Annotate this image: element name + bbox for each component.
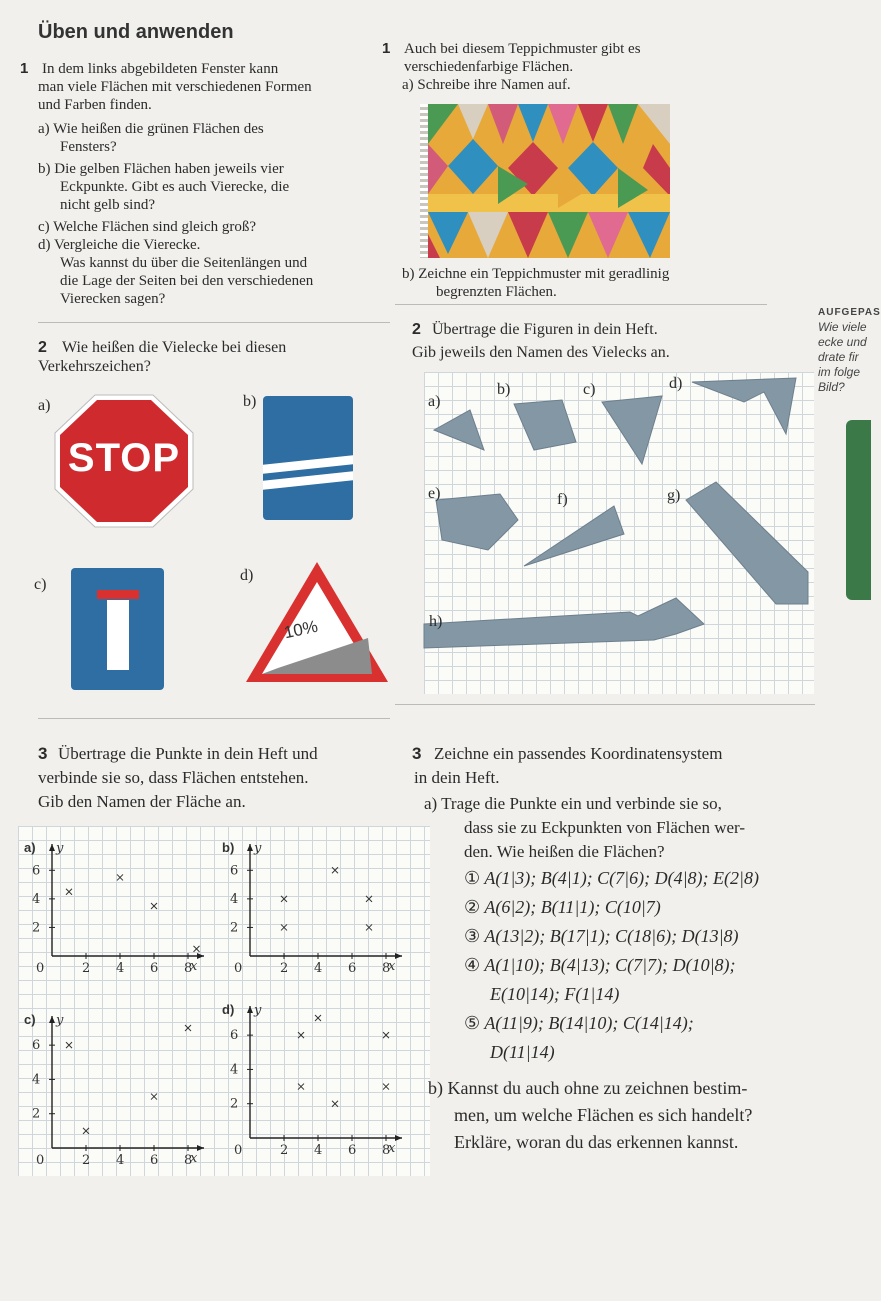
x-tick-label: 6 [348, 961, 357, 976]
plot-label: b) [222, 840, 235, 855]
sign-label-d: d) [240, 567, 254, 584]
x-tick-label: 4 [116, 961, 125, 976]
sidebar-line: Bild? [818, 380, 845, 394]
point-set-3: ③ A(13|2); B(17|1); C(18|6); D(13|8) [464, 926, 739, 946]
plot-a [22, 838, 212, 978]
dead-end-bar [97, 590, 139, 599]
x-tick-label: 2 [82, 1153, 91, 1168]
plot-d [220, 1000, 410, 1160]
intro-line: verschiedenfarbige Flächen. [404, 59, 574, 75]
x-tick-label: 4 [116, 1153, 125, 1168]
y-axis-arrow [49, 844, 55, 851]
task-c: c) Welche Flächen sind gleich groß? [38, 219, 257, 235]
task-a: Fensters? [60, 139, 117, 155]
task-b: Eckpunkte. Gibt es auch Vierecke, die [60, 179, 290, 195]
task-d: d) Vergleiche die Vierecke. [38, 237, 201, 253]
exercise-number: 2 [412, 321, 421, 338]
exercise-1-left [20, 60, 398, 308]
divider [38, 322, 390, 323]
sidebar-green-tab [846, 420, 871, 600]
y-tick-label: 2 [32, 1106, 41, 1122]
figure-d [692, 378, 796, 434]
plot-label: d) [222, 1002, 235, 1017]
y-axis-label: y [56, 1013, 64, 1028]
exercise-2-right [412, 320, 812, 362]
figures-grid [424, 372, 814, 694]
exercise-3-left [38, 744, 408, 812]
exercise-number: 1 [20, 60, 29, 77]
x-tick-label: 6 [150, 1153, 159, 1168]
y-tick-label: 6 [230, 1028, 239, 1044]
exercise-number: 1 [382, 40, 391, 57]
coordinate-plot-svg [220, 838, 410, 978]
point-set-4-cont: E(10|14); F(1|14) [490, 984, 620, 1004]
x-tick-label: 2 [82, 961, 91, 976]
task-b: b) Kannst du auch ohne zu zeichnen bestim- [428, 1078, 748, 1098]
point-set-2: ② A(6|2); B(11|1); C(10|7) [464, 897, 661, 917]
x-tick-label: 0 [234, 1143, 243, 1158]
task-text: Gib jeweils den Namen des Vielecks an. [412, 344, 670, 361]
x-axis-arrow [395, 953, 402, 959]
task-text: in dein Heft. [414, 768, 500, 787]
polygon-figures [424, 372, 814, 694]
y-tick-label: 6 [32, 863, 41, 879]
sidebar-line: drate fir [818, 350, 859, 364]
carpet-pattern-image [428, 104, 670, 258]
exercise-3-right [412, 744, 852, 1156]
task-b: nicht gelb sind? [60, 197, 155, 213]
x-axis-arrow [395, 1135, 402, 1141]
lane-stripe [263, 471, 353, 489]
task-text: Zeichne ein passendes Koordinatensystem [434, 744, 723, 763]
sign-label-c: c) [34, 576, 47, 593]
intro-line: man viele Flächen mit verschiedenen Formen [38, 79, 312, 95]
x-tick-label: 0 [36, 1153, 45, 1168]
stop-sign [54, 394, 194, 528]
intro-line: Auch bei diesem Teppichmuster gibt es [404, 41, 641, 57]
y-tick-label: 4 [230, 891, 239, 907]
y-tick-label: 2 [230, 920, 239, 936]
figure-c [602, 396, 662, 464]
x-axis-label: x [388, 1141, 396, 1156]
x-tick-label: 2 [280, 961, 289, 976]
figure-label-h: h) [429, 613, 443, 630]
figure-label-c: c) [583, 381, 596, 398]
x-tick-label: 6 [348, 1143, 357, 1158]
figure-h [424, 598, 704, 648]
figure-label-g: g) [667, 487, 681, 504]
exercise-1-right [382, 40, 762, 94]
plot-label: c) [24, 1012, 36, 1027]
coordinate-plot-svg [22, 838, 212, 978]
y-tick-label: 2 [32, 920, 41, 936]
dead-end-road [107, 600, 129, 670]
task-a: den. Wie heißen die Flächen? [464, 842, 665, 861]
y-axis-arrow [247, 844, 253, 851]
task-b: b) Die gelben Flächen haben jeweils vier [38, 161, 284, 177]
exercise-1-right-b [402, 265, 782, 301]
task-text: verbinde sie so, dass Flächen entstehen. [38, 768, 309, 787]
task-a: a) Schreibe ihre Namen auf. [402, 77, 571, 93]
figure-label-e: e) [428, 485, 441, 502]
point-set-1: ① A(1|3); B(4|1); C(7|6); D(4|8); E(2|8) [464, 868, 759, 888]
stop-text: STOP [67, 436, 181, 480]
task-b: Erkläre, woran du das erkennen kannst. [454, 1132, 739, 1152]
figure-a [434, 410, 484, 450]
task-d: Was kannst du über die Seitenlängen und [60, 255, 308, 271]
x-axis-arrow [197, 953, 204, 959]
y-tick-label: 6 [230, 863, 239, 879]
lane-ending-sign [263, 396, 353, 520]
task-text: Gib den Namen der Fläche an. [38, 792, 246, 811]
task-a: a) Trage die Punkte ein und verbinde sie so, [424, 794, 722, 813]
gradient-text: 10% [282, 616, 320, 643]
sign-label-b: b) [243, 393, 257, 410]
x-tick-label: 4 [314, 1143, 323, 1158]
x-tick-label: 0 [234, 961, 243, 976]
task-text: Wie heißen die Vielecke bei diesen [62, 339, 287, 356]
x-tick-label: 8 [382, 1143, 391, 1158]
y-tick-label: 2 [230, 1096, 239, 1112]
y-tick-label: 4 [32, 1072, 41, 1088]
task-d: Vierecken sagen? [60, 291, 166, 307]
x-axis-label: x [190, 1151, 198, 1166]
figure-e [436, 494, 518, 550]
task-text: Übertrage die Figuren in dein Heft. [432, 321, 658, 338]
plot-b [220, 838, 410, 978]
sign-label-a: a) [38, 397, 51, 414]
task-text: Verkehrszeichen? [38, 358, 151, 375]
lane-stripe [263, 455, 353, 473]
task-d: die Lage der Seiten bei den verschiedenen [60, 273, 314, 289]
coordinate-plot-svg [220, 1000, 410, 1160]
y-axis-arrow [49, 1016, 55, 1023]
figure-label-a: a) [428, 393, 441, 410]
point-set-5-cont: D(11|14) [490, 1042, 555, 1062]
figure-g [686, 482, 808, 604]
x-tick-label: 0 [36, 961, 45, 976]
y-tick-label: 4 [32, 891, 41, 907]
y-axis-label: y [56, 841, 64, 856]
y-tick-label: 6 [32, 1038, 41, 1054]
sidebar-line: ecke und [818, 335, 867, 349]
x-tick-label: 6 [150, 961, 159, 976]
intro-line: In dem links abgebildeten Fenster kann [42, 61, 279, 77]
exercise-2-left [38, 338, 398, 376]
figure-f [524, 506, 624, 566]
figure-label-b: b) [497, 381, 511, 398]
sidebar-line: im folge [818, 365, 861, 379]
x-tick-label: 8 [184, 1153, 193, 1168]
page-heading: Üben und anwenden [38, 21, 234, 43]
exercise-number: 3 [412, 744, 422, 763]
y-axis-arrow [247, 1006, 253, 1013]
exercise-number: 3 [38, 744, 48, 763]
carpet-pattern-svg [428, 104, 670, 258]
y-axis-label: y [254, 841, 262, 856]
gradient-warning-sign [244, 560, 390, 684]
plot-c [22, 1010, 212, 1170]
x-tick-label: 2 [280, 1143, 289, 1158]
divider [395, 304, 767, 305]
dead-end-sign [71, 568, 164, 690]
sidebar-line: Wie viele [818, 320, 867, 334]
task-a: dass sie zu Eckpunkten von Flächen wer- [464, 818, 746, 837]
figure-label-f: f) [557, 491, 568, 508]
figure-label-d: d) [669, 375, 683, 392]
x-tick-label: 4 [314, 961, 323, 976]
task-text: Übertrage die Punkte in dein Heft und [58, 744, 318, 763]
y-tick-label: 4 [230, 1062, 239, 1078]
x-axis-arrow [197, 1145, 204, 1151]
sidebar-title: AUFGEPAS [818, 307, 881, 318]
figure-b [514, 400, 576, 450]
exercise-number: 2 [38, 339, 47, 356]
point-set-4: ④ A(1|10); B(4|13); C(7|7); D(10|8); [464, 955, 736, 975]
task-b: begrenzten Flächen. [436, 284, 557, 300]
coordinate-plot-svg [22, 1010, 212, 1170]
x-axis-label: x [190, 959, 198, 974]
task-b: men, um welche Flächen es sich handelt? [454, 1105, 753, 1125]
task-b: b) Zeichne ein Teppichmuster mit geradlinig [402, 266, 670, 282]
divider [395, 704, 815, 705]
intro-line: und Farben finden. [38, 97, 152, 113]
x-tick-label: 8 [184, 961, 193, 976]
plot-label: a) [24, 840, 36, 855]
point-set-5: ⑤ A(11|9); B(14|10); C(14|14); [464, 1013, 694, 1033]
x-axis-label: x [388, 959, 396, 974]
divider [38, 718, 390, 719]
y-axis-label: y [254, 1003, 262, 1018]
x-tick-label: 8 [382, 961, 391, 976]
carpet-fringe [420, 104, 428, 258]
sidebar-note [818, 305, 881, 395]
task-a: a) Wie heißen die grünen Flächen des [38, 121, 264, 137]
